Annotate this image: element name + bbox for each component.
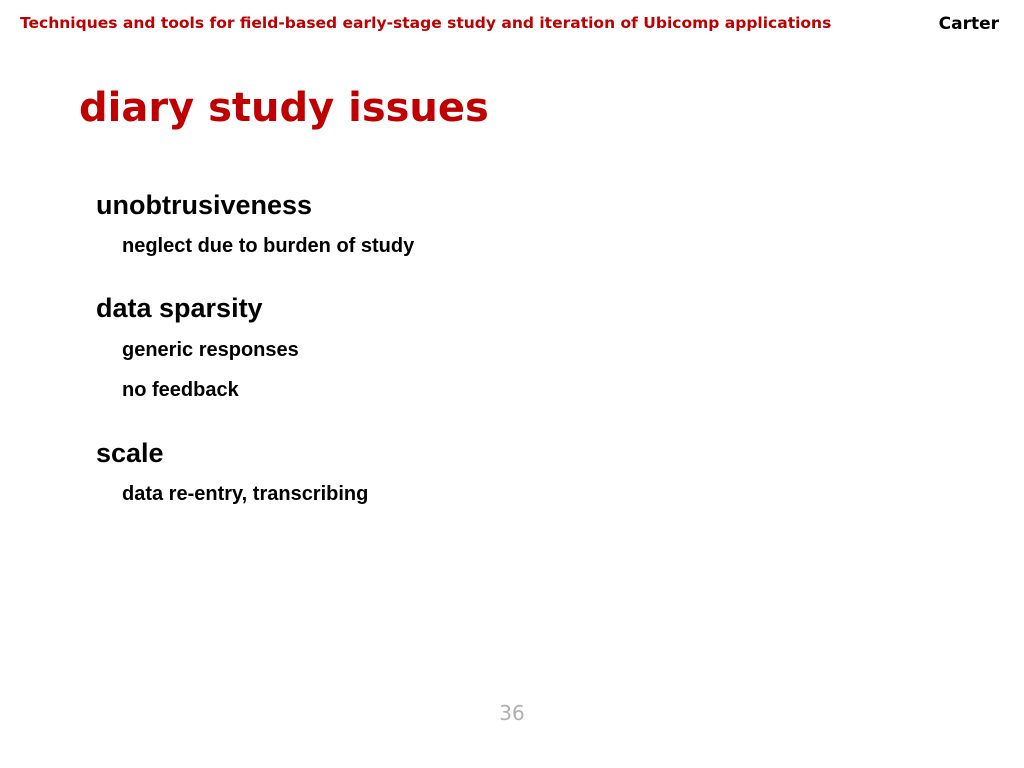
page-number: 36: [499, 701, 525, 725]
section-point: generic responses: [122, 339, 299, 361]
slide-title: diary study issues: [79, 85, 489, 131]
section-point: neglect due to burden of study: [122, 235, 415, 257]
section-heading-unobtrusiveness: unobtrusiveness: [96, 190, 313, 220]
section-heading-data-sparsity: data sparsity: [96, 293, 263, 323]
section-point: data re-entry, transcribing: [122, 483, 369, 505]
presentation-title: Techniques and tools for field-based early-stage study and iteration of Ubicomp applications: [20, 14, 832, 32]
author-name: Carter: [938, 14, 999, 34]
section-heading-scale: scale: [96, 438, 164, 468]
section-point: no feedback: [122, 379, 239, 401]
